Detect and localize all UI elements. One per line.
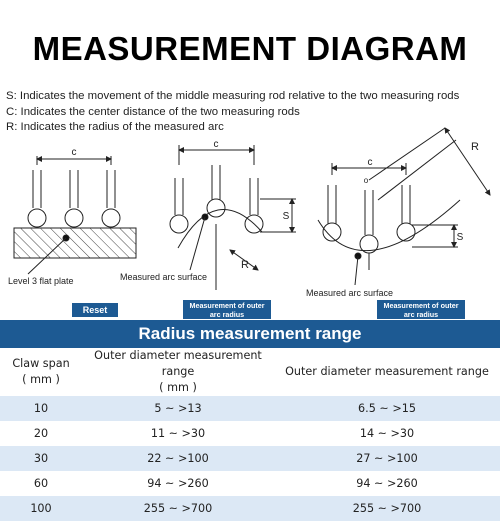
table-cell: 27 ~ >100 bbox=[274, 446, 500, 471]
header-outer-range-1 bbox=[82, 348, 274, 396]
outer-arc-caption-2 bbox=[377, 300, 465, 319]
table-cell: 10 bbox=[0, 396, 82, 421]
table-title: Radius measurement range bbox=[0, 320, 500, 348]
definitions bbox=[6, 89, 500, 136]
header-claw-span-line1: Claw span bbox=[12, 357, 70, 370]
header-outer-range-2: Outer diameter measurement range bbox=[274, 348, 500, 396]
table-row bbox=[0, 421, 500, 446]
table-cell: 20 bbox=[0, 421, 82, 446]
outer-arc-caption-2-line2: arc radius bbox=[403, 309, 439, 319]
table-cell: 30 bbox=[0, 446, 82, 471]
s-label-3: S bbox=[456, 232, 464, 243]
definition-c: C: Indicates the center distance of the two measuring rods bbox=[6, 105, 300, 118]
outer-arc-caption-1-line1: Measurement of outer bbox=[189, 300, 265, 310]
outer-arc-caption-1-line2: arc radius bbox=[209, 309, 245, 319]
table-cell: 22 ~ >100 bbox=[82, 446, 274, 471]
table-cell: 11 ~ >30 bbox=[82, 421, 274, 446]
reset-diagram bbox=[14, 156, 136, 274]
table-row bbox=[0, 396, 500, 421]
table-cell: 5 ~ >13 bbox=[82, 396, 274, 421]
flat-plate-label: Level 3 flat plate bbox=[8, 276, 74, 286]
table-cell: 255 ~ >700 bbox=[82, 496, 274, 521]
table-cell: 14 ~ >30 bbox=[274, 421, 500, 446]
outer-arc-diagram-1 bbox=[170, 145, 296, 290]
o-label-3: o bbox=[363, 176, 369, 185]
r-label-3: R bbox=[471, 141, 479, 153]
page-title: MEASUREMENT DIAGRAM bbox=[32, 30, 468, 67]
range-table bbox=[0, 348, 500, 521]
measurement-diagrams bbox=[0, 130, 500, 305]
r-label-2: R bbox=[241, 259, 249, 271]
table-cell: 94 ~ >260 bbox=[82, 471, 274, 496]
table-cell: 6.5 ~ >15 bbox=[274, 396, 500, 421]
table-cell: 100 bbox=[0, 496, 82, 521]
c-label-3: c bbox=[367, 157, 373, 168]
table-cell: 94 ~ >260 bbox=[274, 471, 500, 496]
c-label-1: c bbox=[71, 147, 77, 158]
c-label-2: c bbox=[213, 139, 219, 150]
arc-surface-label-1: Measured arc surface bbox=[120, 272, 208, 282]
outer-arc-diagram-2 bbox=[318, 128, 490, 285]
table-header-row bbox=[0, 348, 500, 396]
s-label-2: S bbox=[282, 211, 290, 222]
table-row bbox=[0, 446, 500, 471]
outer-arc-caption-1 bbox=[183, 300, 271, 319]
table-cell: 60 bbox=[0, 471, 82, 496]
reset-caption: Reset bbox=[72, 303, 118, 317]
table-cell: 255 ~ >700 bbox=[274, 496, 500, 521]
header-claw-span-line2: ( mm ) bbox=[22, 373, 60, 386]
definition-s: S: Indicates the movement of the middle measuring rod relative to the two measuring rods bbox=[6, 90, 460, 102]
arc-surface-label-2: Measured arc surface bbox=[306, 288, 394, 298]
table-row bbox=[0, 471, 500, 496]
header-outer-range-1-line1: Outer diameter measurement range bbox=[94, 349, 262, 378]
definition-r: R: Indicates the radius of the measured arc bbox=[6, 121, 224, 133]
table-row bbox=[0, 496, 500, 521]
outer-arc-caption-2-line1: Measurement of outer bbox=[383, 300, 459, 310]
header-claw-span bbox=[0, 348, 82, 396]
radius-range-table bbox=[0, 320, 500, 515]
header-outer-range-1-line2: ( mm ) bbox=[159, 381, 197, 394]
